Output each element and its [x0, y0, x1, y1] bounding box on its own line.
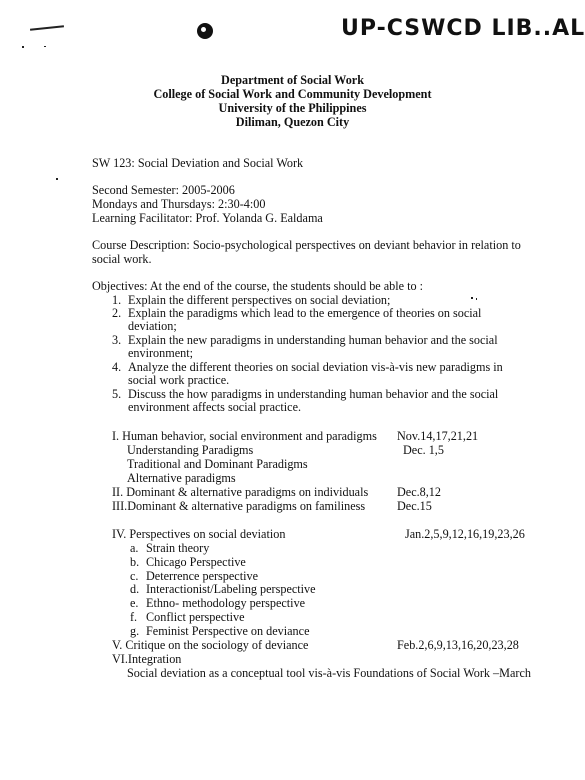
objective-number: 5. — [112, 387, 122, 401]
outline-letter: f. — [130, 610, 138, 624]
college-title: College of Social Work and Community Development — [153, 87, 432, 101]
scan-speck — [56, 178, 58, 180]
university-title: University of the Philippines — [218, 101, 367, 115]
scan-speck — [476, 298, 477, 300]
course-schedule: Mondays and Thursdays: 2:30-4:00 — [92, 197, 266, 211]
scan-speck — [471, 297, 473, 299]
objective-line: Explain the paradigms which lead to the emergence of theories on social — [128, 306, 482, 320]
outline-letter: a. — [130, 541, 139, 555]
course-description-line-1: Course Description: Socio-psychological perspectives on deviant behavior in relation to — [92, 238, 521, 252]
outline-subitem: Traditional and Dominant Paradigms — [127, 457, 308, 471]
outline-section-3: III.Dominant & alternative paradigms on familiness — [112, 499, 366, 513]
objective-number: 1. — [112, 293, 122, 307]
scan-speck — [22, 46, 24, 48]
outline-section-1-dates: Nov.14,17,21,21 — [397, 429, 479, 443]
outline-section-5-dates: Feb.2,6,9,13,16,20,23,28 — [397, 638, 519, 652]
outline-subitem: Alternative paradigms — [127, 471, 236, 485]
objectives-intro: Objectives: At the end of the course, the students should be able to : — [92, 279, 424, 293]
outline-perspective-item: Interactionist/Labeling perspective — [146, 582, 316, 596]
outline-letter: c. — [130, 569, 139, 583]
outline-section-2: II. Dominant & alternative paradigms on individuals — [112, 485, 369, 499]
outline-perspective-item: Feminist Perspective on deviance — [146, 624, 310, 638]
objective-line: Explain the different perspectives on social deviation; — [128, 293, 391, 307]
outline-perspective-item: Ethno- methodology perspective — [146, 596, 306, 610]
outline-section-5: V. Critique on the sociology of deviance — [112, 638, 309, 652]
outline-section-1: I. Human behavior, social environment and paradigms — [112, 429, 377, 443]
outline-section-2-dates: Dec.8,12 — [397, 485, 441, 499]
outline-section-6: VI.Integration — [112, 652, 182, 666]
outline-perspective-item: Strain theory — [146, 541, 210, 555]
outline-perspective-item: Deterrence perspective — [146, 569, 258, 583]
course-facilitator: Learning Facilitator: Prof. Yolanda G. Ealdama — [92, 211, 323, 225]
objective-line: social work practice. — [128, 373, 230, 387]
outline-section-6-description: Social deviation as a conceptual tool vis-à-vis Foundations of Social Work –March — [127, 666, 531, 680]
department-title: Department of Social Work — [221, 73, 364, 87]
outline-subitem: Understanding Paradigms — [127, 443, 254, 457]
objective-number: 4. — [112, 360, 122, 374]
course-description-line-2: social work. — [92, 252, 152, 266]
library-stamp-text: UP-CSWCD LIB..AL — [341, 16, 585, 41]
outline-section-3-dates: Dec.15 — [397, 499, 432, 513]
outline-subitem-dates: Dec. 1,5 — [403, 443, 444, 457]
outline-section-4-dates: Jan.2,5,9,12,16,19,23,26 — [405, 527, 525, 541]
course-title: SW 123: Social Deviation and Social Work — [92, 156, 304, 170]
scan-mark-line — [30, 25, 64, 31]
scan-speck — [44, 46, 46, 47]
outline-section-4: IV. Perspectives on social deviation — [112, 527, 286, 541]
campus-title: Diliman, Quezon City — [235, 115, 350, 129]
objective-line: environment; — [128, 346, 193, 360]
objective-line: Analyze the different theories on social deviation vis-à-vis new paradigms in — [128, 360, 503, 374]
objective-line: Explain the new paradigms in understanding human behavior and the social — [128, 333, 498, 347]
binder-hole-icon — [197, 23, 213, 39]
objective-line: Discuss the how paradigms in understanding human behavior and the social — [128, 387, 499, 401]
objective-number: 3. — [112, 333, 122, 347]
objective-line: deviation; — [128, 319, 177, 333]
outline-letter: e. — [130, 596, 139, 610]
course-semester: Second Semester: 2005-2006 — [92, 183, 235, 197]
outline-perspective-item: Chicago Perspective — [146, 555, 246, 569]
objective-number: 2. — [112, 306, 122, 320]
outline-perspective-item: Conflict perspective — [146, 610, 245, 624]
library-stamp — [341, 18, 585, 40]
outline-letter: d. — [130, 582, 140, 596]
objective-line: environment affects social practice. — [128, 400, 302, 414]
outline-letter: g. — [130, 624, 140, 638]
outline-letter: b. — [130, 555, 140, 569]
